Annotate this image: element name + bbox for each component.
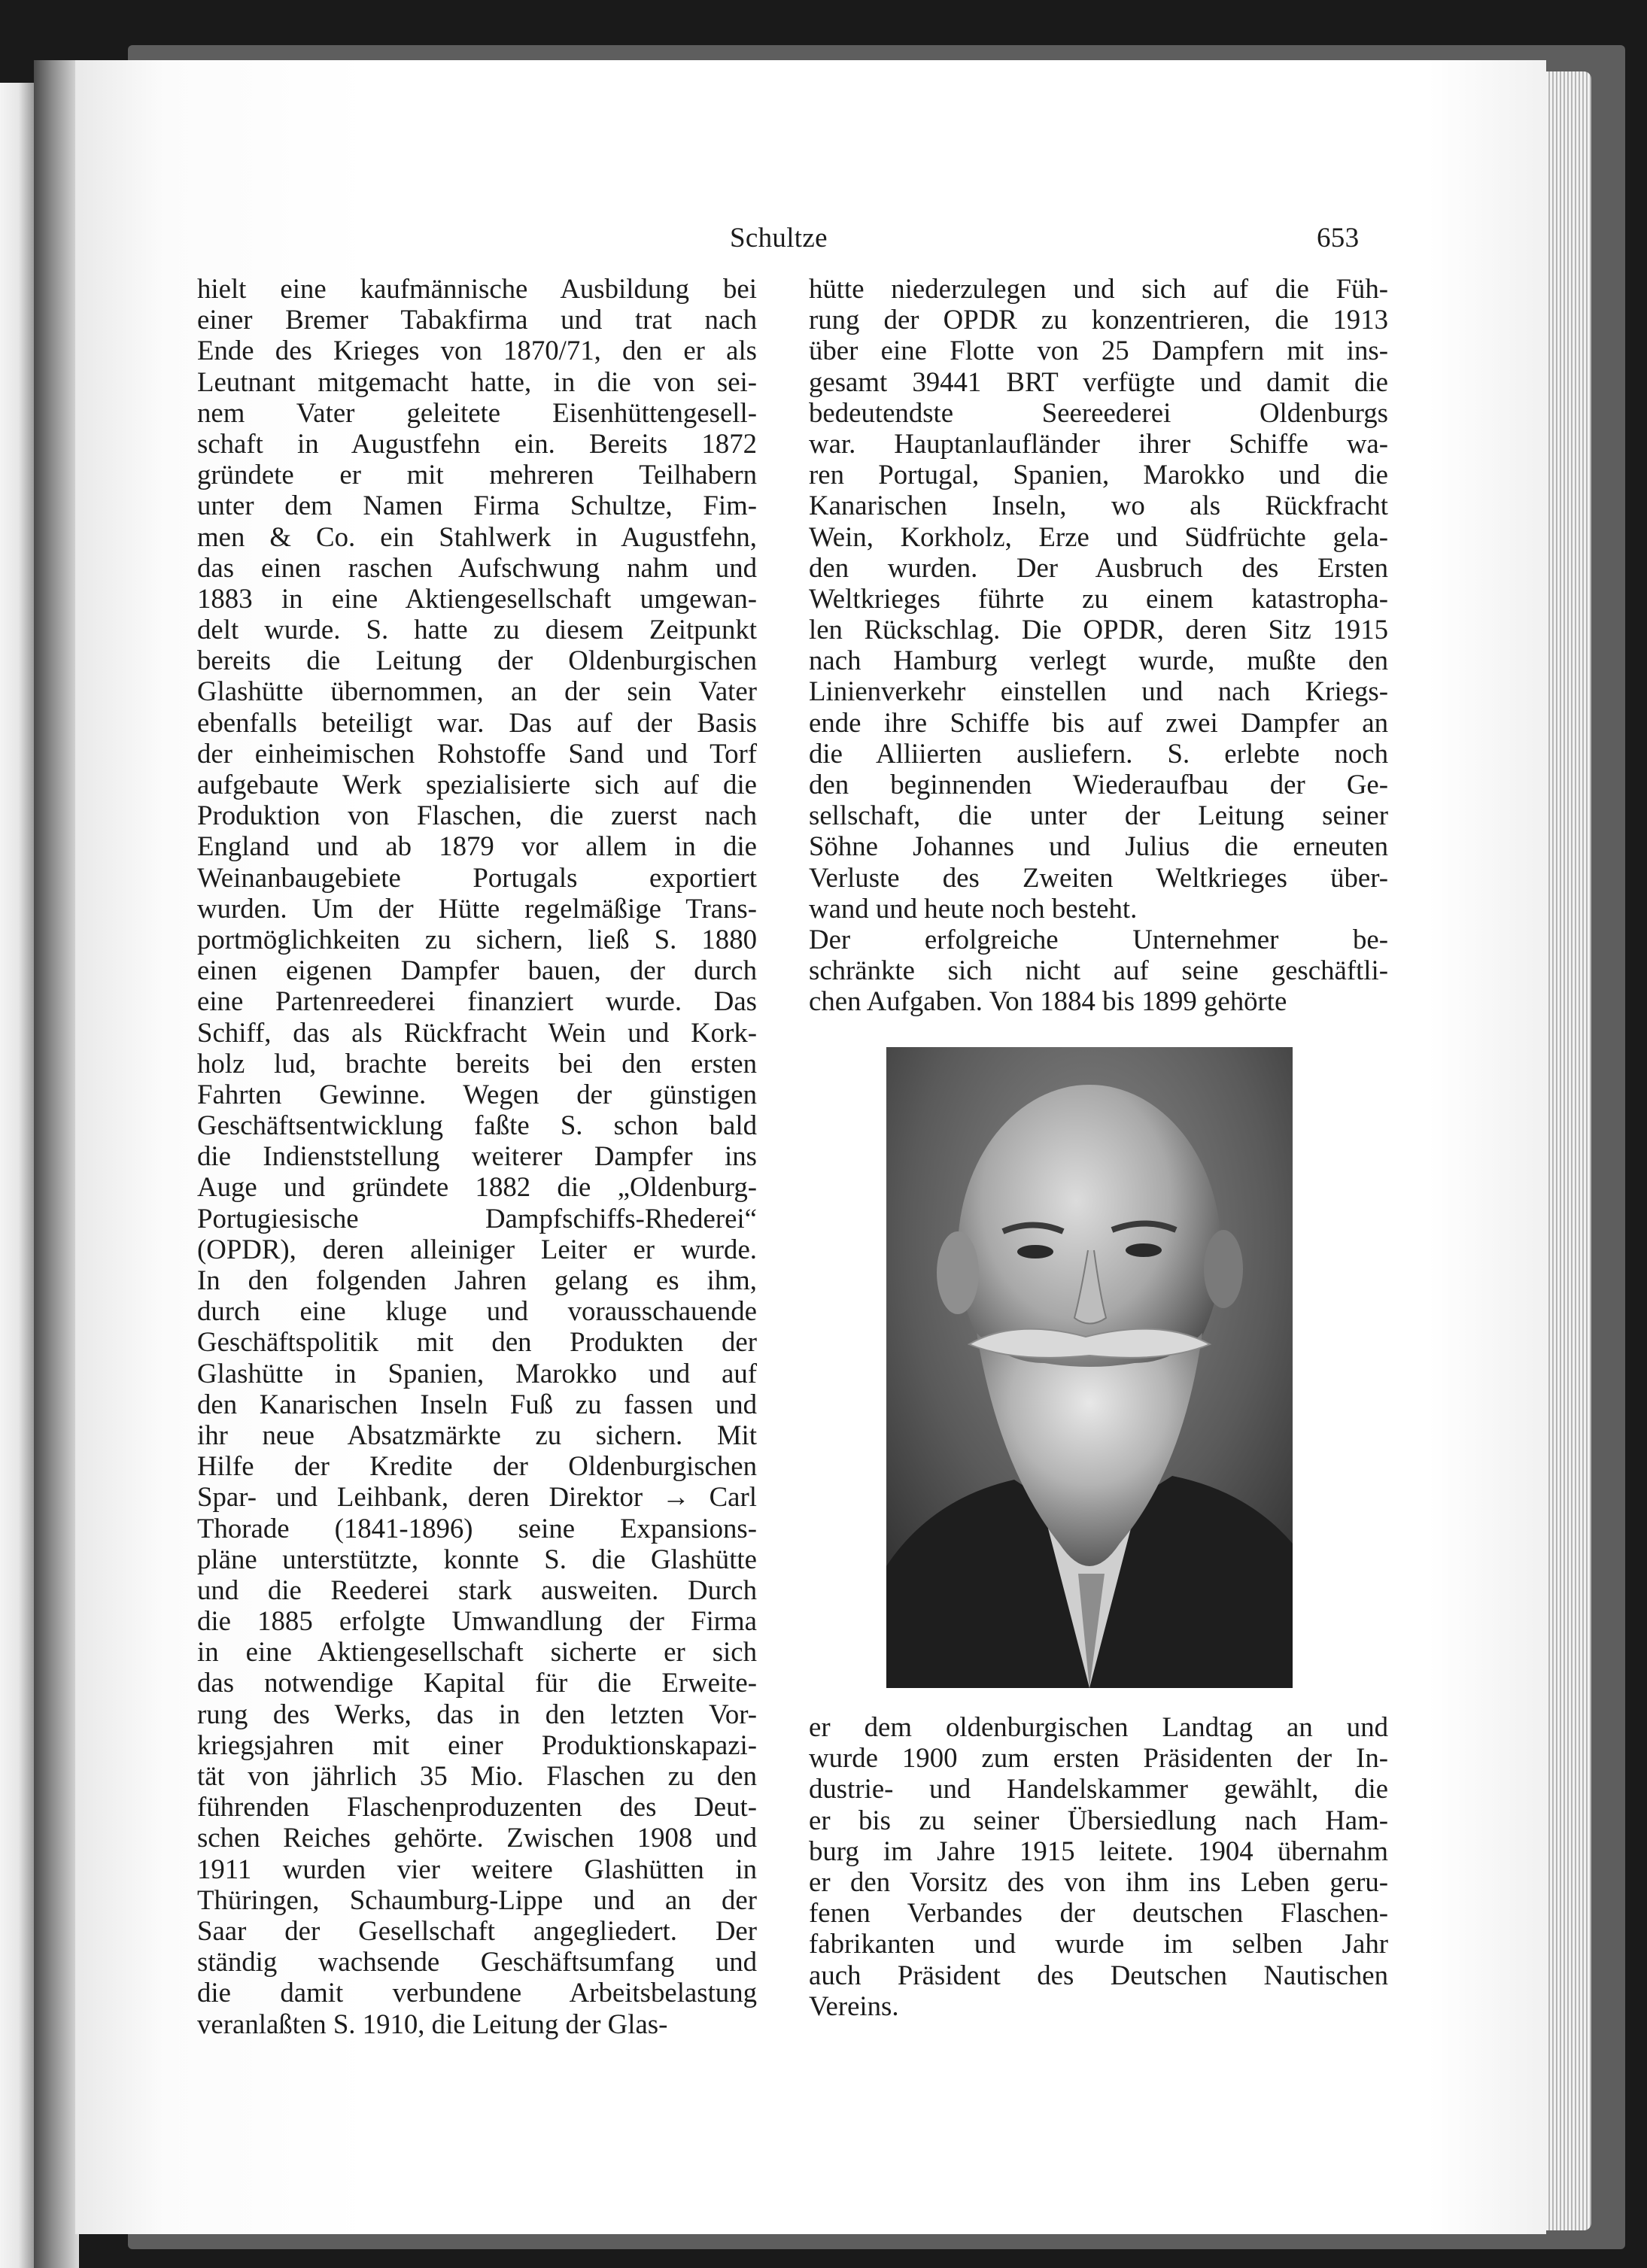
text-line: Fahrten Gewinne. Wegen der günstigen	[197, 1078, 757, 1110]
text-line: England und ab 1879 vor allem in die	[197, 830, 757, 862]
text-line: ende ihre Schiffe bis auf zwei Dampfer an	[809, 706, 1388, 738]
text-line: Auge und gründete 1882 die „Oldenburg-	[197, 1171, 757, 1203]
text-line: einer Bremer Tabakfirma und trat nach	[197, 304, 757, 335]
page-number: 653	[1317, 223, 1360, 254]
text-line: 1911 wurden vier weitere Glashütten in	[197, 1853, 757, 1884]
text-line: wand und heute noch besteht.	[809, 892, 1138, 924]
text-line: Thorade (1841-1896) seine Expansions-	[197, 1512, 757, 1544]
text-line: Glashütte übernommen, an der sein Vater	[197, 676, 757, 707]
text-line: und die Reederei stark ausweiten. Durch	[197, 1574, 757, 1605]
book-page	[75, 60, 1546, 2234]
text-line: Spar- und Leihbank, deren Direktor → Carl	[197, 1481, 757, 1513]
text-line: hütte niederzulegen und sich auf die Füh-	[809, 273, 1388, 304]
text-line: er dem oldenburgischen Landtag an und	[809, 1711, 1388, 1742]
text-line: men & Co. ein Stahlwerk in Augustfehn,	[197, 521, 757, 552]
running-head	[730, 222, 1360, 254]
text-line: die damit verbundene Arbeitsbelastung	[197, 1977, 757, 2008]
text-line: einen eigenen Dampfer bauen, der durch	[197, 955, 757, 986]
text-line: eine Partenreederei finanziert wurde. Das	[197, 985, 757, 1017]
text-line: ihr neue Absatzmärkte zu sichern. Mit	[197, 1419, 757, 1450]
left-text-column	[197, 273, 757, 2039]
text-line: gesamt 39441 BRT verfügte und damit die	[809, 366, 1388, 397]
text-line: den wurden. Der Ausbruch des Ersten	[809, 551, 1388, 583]
text-line: veranlaßten S. 1910, die Leitung der Glas-	[197, 2008, 668, 2039]
text-line: Der erfolgreiche Unternehmer be-	[809, 923, 1388, 955]
text-line: Saar der Gesellschaft angegliedert. Der	[197, 1914, 757, 1946]
text-line: Hilfe der Kredite der Oldenburgischen	[197, 1450, 757, 1482]
text-line: bedeutendste Seereederei Oldenburgs	[809, 396, 1388, 428]
text-line: kriegsjahren mit einer Produktionskapazi-	[197, 1729, 757, 1760]
text-line: ständig wachsende Geschäftsumfang und	[197, 1946, 757, 1978]
text-line: len Rückschlag. Die OPDR, deren Sitz 1915	[809, 614, 1388, 645]
text-line: über eine Flotte von 25 Dampfern mit ins-	[809, 335, 1388, 366]
text-line: Wein, Korkholz, Erze und Südfrüchte gela-	[809, 521, 1388, 552]
text-line: Weinanbaugebiete Portugals exportiert	[197, 861, 757, 893]
running-head-title: Schultze	[730, 223, 828, 254]
text-line: ebenfalls beteiligt war. Das auf der Basis	[197, 706, 757, 738]
text-line: nach Hamburg verlegt wurde, mußte den	[809, 645, 1388, 676]
text-line: delt wurde. S. hatte zu diesem Zeitpunkt	[197, 614, 757, 645]
portrait-image	[886, 1047, 1293, 1688]
text-line: war. Hauptanlaufländer ihrer Schiffe wa-	[809, 427, 1388, 459]
text-line: dustrie- und Handelskammer gewählt, die	[809, 1773, 1388, 1805]
text-line: die 1885 erfolgte Umwandlung der Firma	[197, 1605, 757, 1637]
text-line: Portugiesische Dampfschiffs-Rhederei“	[197, 1202, 757, 1234]
text-line: In den folgenden Jahren gelang es ihm,	[197, 1265, 757, 1295]
text-line: unter dem Namen Firma Schultze, Fim-	[197, 490, 757, 521]
text-line: schaft in Augustfehn ein. Bereits 1872	[197, 427, 757, 459]
text-line: Thüringen, Schaumburg-Lippe und an der	[197, 1884, 757, 1915]
text-line: Verluste des Zweiten Weltkrieges über-	[809, 861, 1388, 893]
text-line: Kanarischen Inseln, wo als Rückfracht	[809, 490, 1388, 521]
right-text-column-top	[809, 273, 1388, 1017]
text-line: rung des Werks, das in den letzten Vor-	[197, 1698, 757, 1729]
page-block-edges	[1542, 71, 1591, 2230]
text-line: Geschäftsentwicklung faßte S. schon bald	[197, 1110, 757, 1141]
text-line: auch Präsident des Deutschen Nautischen	[809, 1959, 1388, 1990]
text-line: gründete er mit mehreren Teilhabern	[197, 459, 757, 490]
text-line: Ende des Krieges von 1870/71, den er als	[197, 335, 757, 366]
text-line: die Alliierten ausliefern. S. erlebte noch	[809, 737, 1388, 769]
text-line: den beginnenden Wiederaufbau der Ge-	[809, 769, 1388, 800]
text-line: ren Portugal, Spanien, Marokko und die	[809, 459, 1388, 490]
text-line: Produktion von Flaschen, die zuerst nach	[197, 800, 757, 831]
text-line: fabrikanten und wurde im selben Jahr	[809, 1928, 1388, 1960]
text-line: rung der OPDR zu konzentrieren, die 1913	[809, 304, 1388, 335]
text-line: fenen Verbandes der deutschen Flaschen-	[809, 1897, 1388, 1929]
text-line: 1883 in eine Aktiengesellschaft umgewan-	[197, 582, 757, 614]
text-line: chen Aufgaben. Von 1884 bis 1899 gehörte	[809, 985, 1287, 1017]
text-line: wurde 1900 zum ersten Präsidenten der In-	[809, 1742, 1388, 1774]
text-line: Geschäftspolitik mit den Produkten der	[197, 1326, 757, 1358]
text-line: Weltkrieges führte zu einem katastropha-	[809, 582, 1388, 614]
text-line: führenden Flaschenproduzenten des Deut-	[197, 1791, 757, 1823]
text-line: pläne unterstützte, konnte S. die Glashütte	[197, 1543, 757, 1574]
text-line: portmöglichkeiten zu sichern, ließ S. 1880	[197, 923, 757, 955]
text-line: in eine Aktiengesellschaft sicherte er sich	[197, 1636, 757, 1668]
text-line: das einen raschen Aufschwung nahm und	[197, 551, 757, 583]
left-page-edge	[0, 83, 34, 2268]
text-line: die Indienststellung weiterer Dampfer ins	[197, 1140, 757, 1172]
text-line: sellschaft, die unter der Leitung seiner	[809, 800, 1388, 831]
text-line: Glashütte in Spanien, Marokko und auf	[197, 1357, 757, 1389]
text-line: Vereins.	[809, 1990, 899, 2021]
portrait-photo	[886, 1047, 1293, 1688]
text-line: schen Reiches gehörte. Zwischen 1908 und	[197, 1822, 757, 1854]
text-line: aufgebaute Werk spezialisierte sich auf die	[197, 769, 757, 800]
text-line: den Kanarischen Inseln Fuß zu fassen und	[197, 1388, 757, 1419]
text-line: Linienverkehr einstellen und nach Kriegs-	[809, 676, 1388, 707]
text-line: burg im Jahre 1915 leitete. 1904 übernahm	[809, 1835, 1388, 1866]
text-line: Schiff, das als Rückfracht Wein und Kork-	[197, 1016, 757, 1048]
text-line: durch eine kluge und vorausschauende	[197, 1295, 757, 1327]
text-line: holz lud, brachte bereits bei den ersten	[197, 1047, 757, 1079]
text-line: schränkte sich nicht auf seine geschäftli-	[809, 955, 1388, 986]
book-gutter	[34, 60, 79, 2268]
text-line: Leutnant mitgemacht hatte, in die von sei-	[197, 366, 757, 397]
text-line: der einheimischen Rohstoffe Sand und Torf	[197, 737, 757, 769]
text-line: nem Vater geleitete Eisenhüttengesell-	[197, 396, 757, 428]
text-line: wurden. Um der Hütte regelmäßige Trans-	[197, 892, 757, 924]
text-line: (OPDR), deren alleiniger Leiter er wurde.	[197, 1233, 757, 1265]
text-line: bereits die Leitung der Oldenburgischen	[197, 645, 757, 676]
text-line: er den Vorsitz des von ihm ins Leben geru-	[809, 1866, 1388, 1897]
text-line: er bis zu seiner Übersiedlung nach Ham-	[809, 1804, 1388, 1835]
text-line: Söhne Johannes und Julius die erneuten	[809, 830, 1388, 862]
text-line: hielt eine kaufmännische Ausbildung bei	[197, 273, 757, 304]
text-line: tät von jährlich 35 Mio. Flaschen zu den	[197, 1760, 757, 1791]
text-line: das notwendige Kapital für die Erweite-	[197, 1667, 757, 1699]
right-text-column-bottom	[809, 1711, 1388, 2021]
